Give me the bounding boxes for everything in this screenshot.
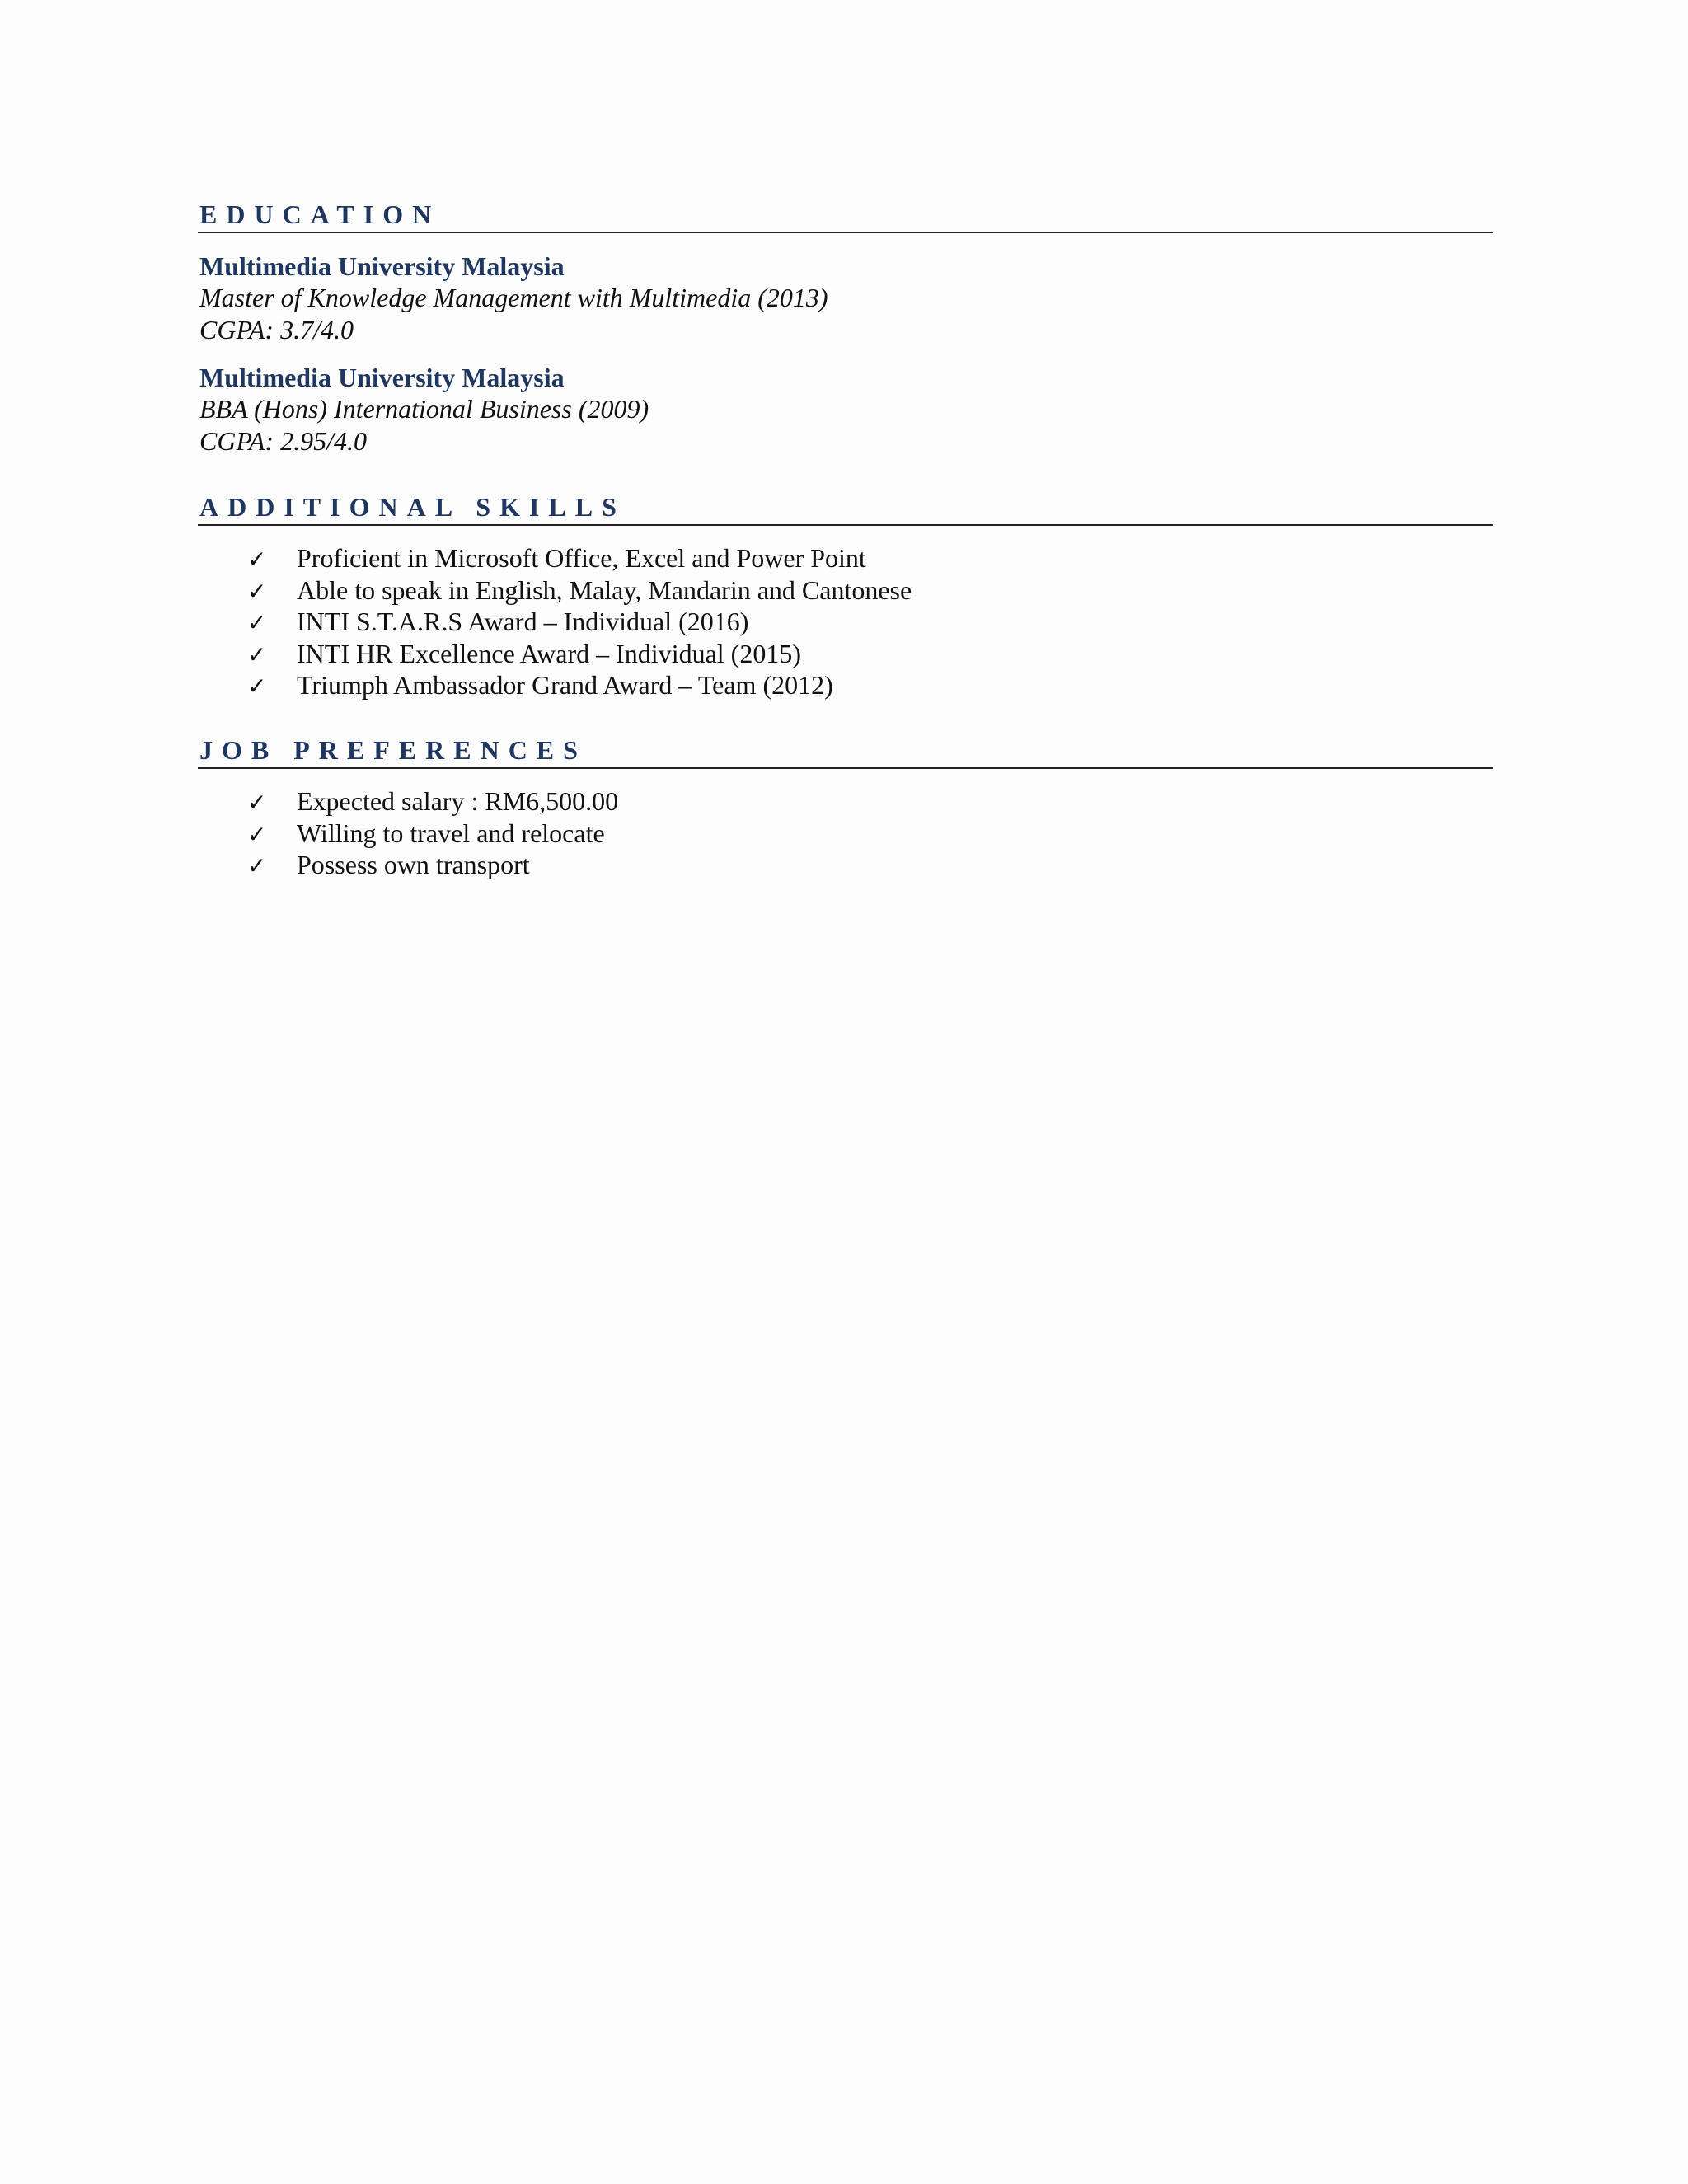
check-icon: ✓ bbox=[247, 577, 267, 605]
preference-text: Willing to travel and relocate bbox=[297, 818, 605, 848]
skill-text: Triumph Ambassador Grand Award – Team (2012) bbox=[297, 670, 833, 700]
job-preferences-heading: JOB PREFERENCES bbox=[198, 733, 1493, 769]
check-icon: ✓ bbox=[247, 609, 267, 636]
degree-title: BBA (Hons) International Business (2009) bbox=[199, 394, 649, 424]
list-item bbox=[247, 669, 1401, 701]
skill-text: Proficient in Microsoft Office, Excel and Power Point bbox=[297, 543, 866, 573]
list-item bbox=[247, 574, 1401, 607]
preference-text: Possess own transport bbox=[297, 850, 530, 879]
education-heading: EDUCATION bbox=[198, 198, 1493, 233]
check-icon: ✓ bbox=[247, 789, 267, 816]
skill-text: Able to speak in English, Malay, Mandarin and Cantonese bbox=[297, 574, 912, 605]
check-icon: ✓ bbox=[247, 640, 267, 668]
check-icon: ✓ bbox=[247, 820, 267, 848]
school-name: Multimedia University Malaysia bbox=[199, 251, 565, 281]
education-entry-1 bbox=[199, 251, 1353, 346]
list-item bbox=[247, 818, 1401, 850]
list-item bbox=[247, 638, 1401, 670]
check-icon: ✓ bbox=[247, 673, 267, 700]
cgpa-value: CGPA: 3.7/4.0 bbox=[199, 315, 354, 344]
list-item bbox=[247, 606, 1401, 638]
school-name: Multimedia University Malaysia bbox=[199, 363, 565, 392]
skill-text: INTI HR Excellence Award – Individual (2015) bbox=[297, 638, 801, 668]
preference-text: Expected salary : RM6,500.00 bbox=[297, 786, 619, 816]
degree-title: Master of Knowledge Management with Multimedia (2013) bbox=[199, 283, 828, 312]
skill-text: INTI S.T.A.R.S Award – Individual (2016) bbox=[297, 607, 749, 636]
preferences-list bbox=[247, 785, 1401, 881]
cgpa-value: CGPA: 2.95/4.0 bbox=[199, 426, 367, 456]
check-icon: ✓ bbox=[247, 546, 267, 573]
additional-skills-heading: ADDITIONAL SKILLS bbox=[198, 490, 1493, 526]
education-entry-2 bbox=[199, 362, 1353, 457]
list-item bbox=[247, 785, 1401, 818]
skills-list bbox=[247, 542, 1401, 701]
list-item bbox=[247, 849, 1401, 881]
check-icon: ✓ bbox=[247, 852, 267, 879]
list-item bbox=[247, 542, 1401, 574]
